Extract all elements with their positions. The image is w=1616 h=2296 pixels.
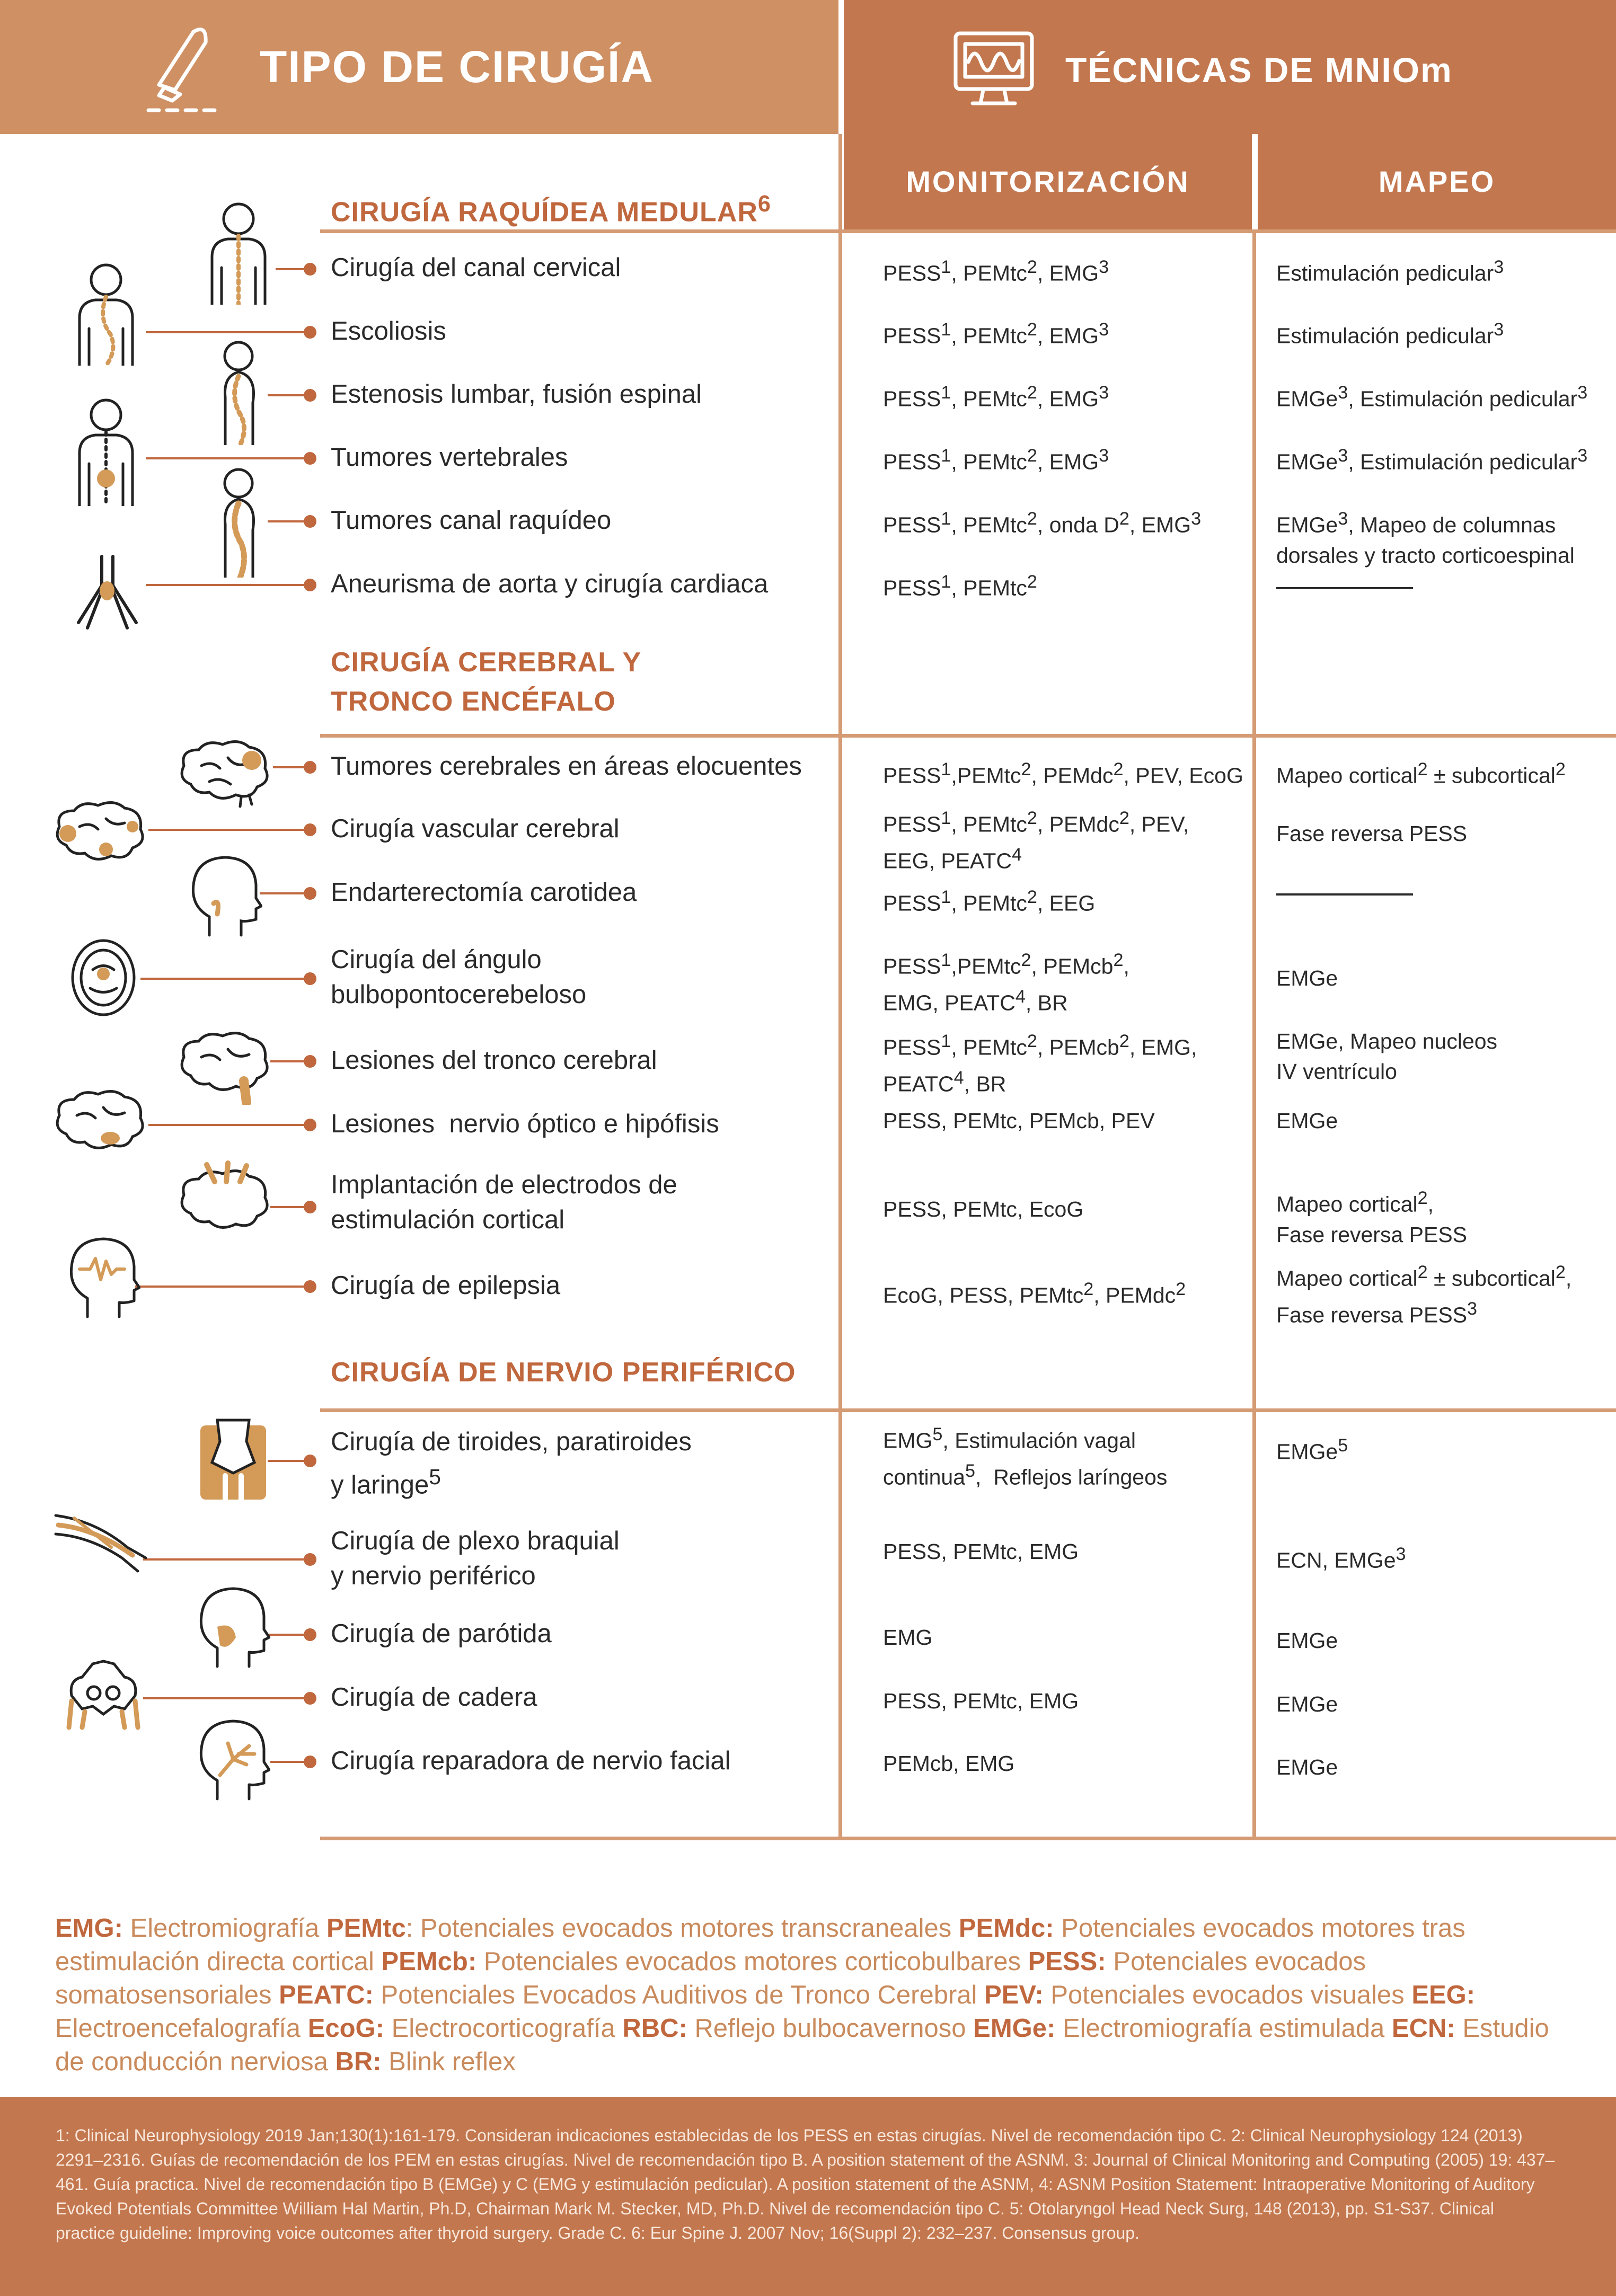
spinal-canal-side-icon <box>209 466 268 578</box>
row-mapeo: EMGe <box>1276 966 1338 990</box>
row-monitorizacion: PESS$^1$,PEMtc$^2$, PEMdc$^2$, PEV, EcoG <box>883 759 1243 788</box>
row-mapeo: EMGe$^3$, Estimulación pedicular$^3$ <box>1276 446 1588 474</box>
row-mapeo: Fase reversa PESS <box>1276 821 1468 846</box>
row-monitorizacion: PESS, PEMtc, EcoG <box>883 1197 1084 1221</box>
row-label: Cirugía de parótida <box>331 1619 552 1648</box>
connector-dot <box>304 263 316 276</box>
brain-pituitary-icon <box>53 1086 148 1158</box>
connector-line <box>148 1124 310 1126</box>
row-monitorizacion: PEMcb, EMG <box>883 1751 1015 1776</box>
table-bottom-line <box>320 1837 1616 1840</box>
connector-line <box>135 1286 310 1288</box>
connector-dot <box>304 389 316 402</box>
connector-line <box>260 892 310 894</box>
connector-dot <box>304 1553 316 1566</box>
connector-dot <box>304 1055 316 1068</box>
section-divider <box>320 734 1616 738</box>
connector-line <box>146 331 310 333</box>
connector-line <box>140 978 310 980</box>
connector-dot <box>304 823 316 836</box>
row-monitorizacion: EcoG, PESS, PEMtc$^2$, PEMdc$^2$ <box>883 1279 1186 1308</box>
row-mapeo: Mapeo cortical$^2$ ± subcortical$^2$ <box>1276 759 1566 788</box>
column-header-monitorizacion: MONITORIZACIÓN <box>844 134 1252 229</box>
row-label: Estenosis lumbar, fusión espinal <box>331 380 702 409</box>
row-monitorizacion: PESS, PEMtc, EMG <box>883 1689 1079 1713</box>
connector-dot <box>304 1628 316 1641</box>
pelvis-icon <box>61 1656 146 1730</box>
row-label: Lesiones del tronco cerebral <box>331 1046 657 1075</box>
connector-dot <box>304 1280 316 1293</box>
row-monitorizacion: PESS$^1$, PEMtc$^2$ <box>883 572 1037 600</box>
row-monitorizacion: PESS$^1$, PEMtc$^2$, EMG$^3$ <box>883 446 1109 474</box>
connector-line <box>146 457 310 459</box>
head-carotid-icon <box>188 853 262 938</box>
monitor-icon <box>951 29 1036 109</box>
row-mapeo: EMGe$^5$ <box>1276 1435 1348 1464</box>
connector-line <box>148 829 310 831</box>
row-mapeo: ECN, EMGe$^3$ <box>1276 1544 1406 1573</box>
connector-dot <box>304 1119 316 1131</box>
row-label: Cirugía del canal cervical <box>331 253 621 282</box>
row-monitorizacion: PESS$^1$, PEMtc$^2$, PEMdc$^2$, PEV, EEG, PEATC$^4$ <box>883 808 1189 873</box>
references-text: 1: Clinical Neurophysiology 2019 Jan;130(1):161-179. Consideran indicaciones establecidas de los PESS en estas cirugías. Nivel de recomendación tipo C. 2: Clinical Neurophysiology 124 (2013) 2291–2316. Guías de recomendación de los PEM en estas cirugías. Nivel de recomendación tipo B. A position statement of the ASNM. 3: Journal of Clinical Monitoring and Computing (2005) 19: 437–461. Guía practica. Nivel de recomendación tipo B (EMGe) y C (EMG y estimulación pedicular). A position statement of the ASNM, 4: ASNM Position Statement: Intraoperative Monitoring of Auditory Evoked Potentials Committee William Hal Martin, Ph.D, Chairman Mark M. Stecker, MD, Ph.D. Nivel de recomendación tipo C. 5: Otolaryngol Head Neck Surg, 148 (2013), pp. S1-S37. Clinical practice guideline: Improving voice outcomes after thyroid surgery. Grade C. 6: Eur Spine J. 2007 Nov; 16(Suppl 2): 232–237. Consensus group. <box>56 2126 1555 2242</box>
spine-lumbar-side-icon <box>209 339 268 445</box>
header-left-title: TIPO DE CIRUGÍA <box>260 42 655 92</box>
row-monitorizacion: PESS$^1$, PEMtc$^2$, onda $D^2$, EMG$^3$ <box>883 509 1202 537</box>
references-footer <box>0 2097 1616 2296</box>
aorta-icon <box>74 554 140 631</box>
header-right-title: TÉCNICAS DE MNIOm <box>1065 50 1453 90</box>
row-monitorizacion: PESS$^1$, PEMtc$^2$, EMG$^3$ <box>883 257 1109 286</box>
row-label: Endarterectomía carotidea <box>331 878 637 907</box>
row-label: Tumores vertebrales <box>331 443 568 472</box>
row-label: Lesiones nervio óptico e hipófisis <box>331 1110 719 1138</box>
row-mapeo: EMGe$^3$, Mapeo de columnas dorsales y tracto corticoespinal <box>1276 509 1575 568</box>
connector-line <box>146 584 310 586</box>
scoliosis-back-icon <box>69 260 143 366</box>
header-tecnicas <box>844 0 1616 134</box>
row-monitorizacion: PESS$^1$, PEMtc$^2$, EEG <box>883 887 1096 916</box>
row-label: Tumores canal raquídeo <box>331 506 612 535</box>
row-mapeo: Mapeo cortical$^2$, Fase reversa PESS <box>1276 1188 1468 1247</box>
row-label: Cirugía de epilepsia <box>331 1271 561 1300</box>
row-label: Escoliosis <box>331 317 446 345</box>
row-monitorizacion: PESS, PEMtc, EMG <box>883 1539 1079 1564</box>
connector-dot <box>304 1201 316 1213</box>
connector-dot <box>304 326 316 339</box>
row-label: Cirugía vascular cerebral <box>331 814 620 843</box>
brain-eloquent-icon <box>178 737 273 808</box>
abbreviations-legend: EMG: Electromiografía PEMtc: Potenciales evocados motores transcraneales PEMdc: Potenciales evocados motores tras estimulación directa cortical PEMcb: Potenciales evocados motores corticobulbares PESS: Potenciales evocados somatosensoriales PEATC: Potenciales Evocados Auditivos de Tronco Cerebral PEV: Potenciales evocados visuales EEG: Electroencefalografía EcoG: Electrocorticografía RBC: Reflejo bulbocavernoso EMGe: Electromiografía estimulada ECN: Estudio de conducción nerviosa BR: Blink reflex <box>55 1914 1549 2076</box>
row-label: Implantación de electrodos de estimulación cortical <box>331 1171 677 1234</box>
row-mapeo: Estimulación pedicular$^3$ <box>1276 320 1504 348</box>
row-label: Cirugía de cadera <box>331 1683 537 1712</box>
row-monitorizacion: EMG$^5$, Estimulación vagal continua$^5$, Reflejos laríngeos <box>883 1424 1168 1490</box>
spine-cervical-back-icon <box>201 199 276 305</box>
connector-dot <box>304 1756 316 1768</box>
row-mapeo: EMGe$^3$, Estimulación pedicular$^3$ <box>1276 383 1588 411</box>
head-parotid-icon <box>196 1584 270 1669</box>
connector-line <box>143 1558 310 1561</box>
brainstem-icon <box>178 1028 273 1105</box>
header-tipo-cirugia <box>0 0 838 134</box>
row-mapeo: Mapeo cortical$^2$ ± subcortical$^2$, Fase reversa PESS$^3$ <box>1276 1262 1572 1327</box>
row-monitorizacion: PESS$^1$,PEMtc$^2$, PEMcb$^2$, EMG, PEATC$^4$, BR <box>883 950 1129 1015</box>
brain-axial-icon <box>69 938 138 1017</box>
row-mapeo: EMGe <box>1276 1628 1338 1653</box>
row-mapeo: EMGe, Mapeo nucleos IV ventrículo <box>1276 1029 1498 1084</box>
no-mapeo-dash <box>1276 893 1413 896</box>
section-title-nervio: CIRUGÍA DE NERVIO PERIFÉRICO <box>331 1357 796 1388</box>
connector-dot <box>304 515 316 528</box>
connector-dot <box>304 972 316 985</box>
connector-line <box>143 1697 310 1699</box>
connector-dot <box>304 887 316 900</box>
vertebral-tumor-back-icon <box>69 395 143 506</box>
row-label: Cirugía del ángulo bulbopontocerebeloso <box>331 945 587 1009</box>
row-monitorizacion: EMG <box>883 1625 933 1650</box>
row-mapeo: EMGe <box>1276 1109 1338 1133</box>
column-divider <box>1252 229 1256 1840</box>
arm-nerve-icon <box>53 1505 148 1574</box>
head-facial-nerve-icon <box>196 1717 270 1802</box>
row-label: Cirugía de plexo braquial y nervio periférico <box>331 1527 620 1590</box>
row-label: Cirugía reparadora de nervio facial <box>331 1747 731 1775</box>
connector-dot <box>304 452 316 465</box>
row-monitorizacion: PESS$^1$, PEMtc$^2$, PEMcb$^2$, EMG, PEATC$^4$, BR <box>883 1031 1197 1096</box>
scalpel-icon <box>143 21 223 117</box>
thyroid-icon <box>196 1415 270 1502</box>
no-mapeo-dash <box>1276 587 1413 589</box>
section-divider <box>320 1408 1616 1412</box>
section-title-cerebral: CIRUGÍA CEREBRAL Y TRONCO ENCÉFALO <box>331 647 642 717</box>
brain-electrodes-icon <box>178 1160 273 1237</box>
row-monitorizacion: PESS$^1$, PEMtc$^2$, EMG$^3$ <box>883 320 1109 348</box>
column-header-mapeo: MAPEO <box>1258 134 1616 229</box>
row-label: Tumores cerebrales en áreas elocuentes <box>331 752 802 781</box>
brain-vascular-icon <box>53 797 148 869</box>
connector-dot <box>304 579 316 591</box>
row-monitorizacion: PESS, PEMtc, PEMcb, PEV <box>883 1109 1155 1133</box>
column-divider <box>838 134 842 1840</box>
row-monitorizacion: PESS$^1$, PEMtc$^2$, EMG$^3$ <box>883 383 1109 411</box>
row-label: Aneurisma de aorta y cirugía cardiaca <box>331 570 769 598</box>
row-label: Cirugía de tiroides, paratiroides y laringe$^5$ <box>331 1428 692 1500</box>
row-mapeo: EMGe <box>1276 1755 1338 1779</box>
connector-dot <box>304 1455 316 1467</box>
head-epilepsy-icon <box>66 1235 140 1319</box>
connector-dot <box>304 1692 316 1705</box>
section-title-raquidea: CIRUGÍA RAQUÍDEA MEDULAR$^6$ <box>331 191 772 228</box>
row-mapeo: EMGe <box>1276 1692 1338 1716</box>
connector-dot <box>304 761 316 774</box>
row-mapeo: Estimulación pedicular$^3$ <box>1276 257 1504 286</box>
